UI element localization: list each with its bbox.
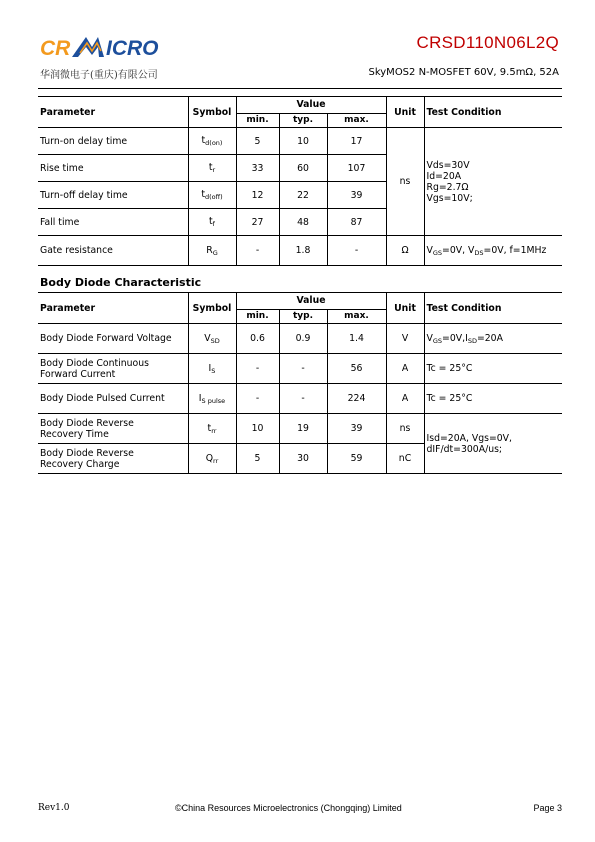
header-unit: Unit — [386, 293, 424, 324]
symbol-cell: $t_f$ — [188, 209, 236, 236]
max-cell: 1.4 — [327, 324, 386, 354]
footer-copyright: ©China Resources Microelectronics (Chongqing) Limited — [175, 803, 402, 813]
header-test-condition: Test Condition — [424, 293, 562, 324]
header-test-condition: Test Condition — [424, 97, 562, 128]
param-cell: Fall time — [40, 216, 80, 228]
header-symbol: Symbol — [188, 293, 236, 324]
unit-cell: Ω — [386, 236, 424, 266]
header-value: Value — [236, 97, 386, 114]
header-parameter: Parameter — [40, 302, 96, 314]
param-cell: Body Diode Reverse Recovery Time — [40, 417, 134, 440]
max-cell: - — [327, 236, 386, 266]
table-row — [38, 414, 562, 444]
typ-cell: 0.9 — [279, 324, 327, 354]
min-cell: 27 — [236, 209, 279, 236]
min-cell: - — [236, 236, 279, 266]
symbol-cell: $I_{S pulse}$ — [188, 384, 236, 414]
part-number: CRSD110N06L2Q — [416, 33, 559, 52]
symbol-cell: $t_r$ — [188, 155, 236, 182]
header-max: max. — [327, 309, 386, 323]
max-cell: 87 — [327, 209, 386, 236]
param-cell: Turn-off delay time — [40, 189, 128, 201]
condition-cell: $V_{GS}=0V,I_{SD}=20A$ — [424, 324, 562, 354]
switching-table — [38, 96, 562, 266]
table-row — [38, 324, 562, 354]
symbol-cell: $I_S$ — [188, 354, 236, 384]
symbol-cell: $t_{d(off)}$ — [188, 182, 236, 209]
symbol-cell: $V_{SD}$ — [188, 324, 236, 354]
table-row — [38, 128, 562, 155]
typ-cell: - — [279, 384, 327, 414]
min-cell: 5 — [236, 128, 279, 155]
param-cell: Body Diode Pulsed Current — [40, 393, 165, 404]
max-cell: 39 — [327, 182, 386, 209]
typ-cell: 10 — [279, 128, 327, 155]
footer-page-number: Page 3 — [533, 803, 562, 813]
max-cell: 107 — [327, 155, 386, 182]
header-typ: typ. — [279, 113, 327, 127]
max-cell: 224 — [327, 384, 386, 414]
condition-cell: Isd=20A, Vgs=0V, dIF/dt=300A/us; — [424, 414, 562, 474]
table-row — [38, 354, 562, 384]
unit-cell: V — [386, 324, 424, 354]
min-cell: 10 — [236, 414, 279, 444]
min-cell: 5 — [236, 444, 279, 474]
unit-cell: ns — [386, 128, 424, 236]
min-cell: - — [236, 384, 279, 414]
condition-cell: Tc = 25°C — [424, 354, 562, 384]
header-symbol: Symbol — [188, 97, 236, 128]
header-unit: Unit — [386, 97, 424, 128]
param-cell: Gate resistance — [40, 245, 113, 256]
header-min: min. — [236, 113, 279, 127]
header-parameter: Parameter — [40, 106, 96, 118]
symbol-cell: $R_G$ — [188, 236, 236, 266]
header-divider — [38, 88, 562, 89]
param-cell: Body Diode Forward Voltage — [40, 333, 172, 344]
typ-cell: 48 — [279, 209, 327, 236]
company-name-cn: 华润微电子(重庆)有限公司 — [40, 70, 158, 81]
max-cell: 39 — [327, 414, 386, 444]
header-min: min. — [236, 309, 279, 323]
header-max: max. — [327, 113, 386, 127]
table-row — [38, 236, 562, 266]
param-cell: Body Diode Reverse Recovery Charge — [40, 447, 134, 470]
min-cell: 12 — [236, 182, 279, 209]
min-cell: 33 — [236, 155, 279, 182]
unit-cell: nC — [386, 444, 424, 474]
device-subtitle: SkyMOS2 N-MOSFET 60V, 9.5mΩ, 52A — [368, 67, 559, 78]
logo-cr-text: CR — [40, 37, 71, 60]
param-cell: Turn-on delay time — [40, 135, 128, 147]
symbol-cell: $t_{rr}$ — [188, 414, 236, 444]
cr-micro-logo-icon — [40, 33, 180, 63]
unit-cell: ns — [386, 414, 424, 444]
typ-cell: 30 — [279, 444, 327, 474]
logo-m-mark-icon — [72, 37, 104, 57]
table-row — [38, 384, 562, 414]
footer-revision: Rev1.0 — [38, 803, 70, 813]
section-title-body-diode: Body Diode Characteristic — [40, 276, 202, 289]
condition-cell: $V_{GS}=0V$, $V_{DS}=0V$, f=1MHz — [424, 236, 562, 266]
condition-cell: Vds=30V Id=20A Rg=2.7Ω Vgs=10V; — [424, 128, 562, 236]
typ-cell: 19 — [279, 414, 327, 444]
max-cell: 17 — [327, 128, 386, 155]
header-typ: typ. — [279, 309, 327, 323]
body-diode-table — [38, 292, 562, 474]
max-cell: 59 — [327, 444, 386, 474]
symbol-cell: $t_{d(on)}$ — [188, 128, 236, 155]
symbol-cell: $Q_{rr}$ — [188, 444, 236, 474]
param-cell: Rise time — [40, 162, 84, 174]
header-value: Value — [236, 293, 386, 310]
typ-cell: - — [279, 354, 327, 384]
company-logo — [40, 33, 180, 63]
typ-cell: 22 — [279, 182, 327, 209]
param-cell: Body Diode Continuous Forward Current — [40, 357, 149, 380]
logo-icro-text: ICRO — [106, 37, 159, 60]
typ-cell: 60 — [279, 155, 327, 182]
min-cell: - — [236, 354, 279, 384]
condition-cell: Tc = 25°C — [424, 384, 562, 414]
unit-cell: A — [386, 384, 424, 414]
max-cell: 56 — [327, 354, 386, 384]
unit-cell: A — [386, 354, 424, 384]
typ-cell: 1.8 — [279, 236, 327, 266]
min-cell: 0.6 — [236, 324, 279, 354]
